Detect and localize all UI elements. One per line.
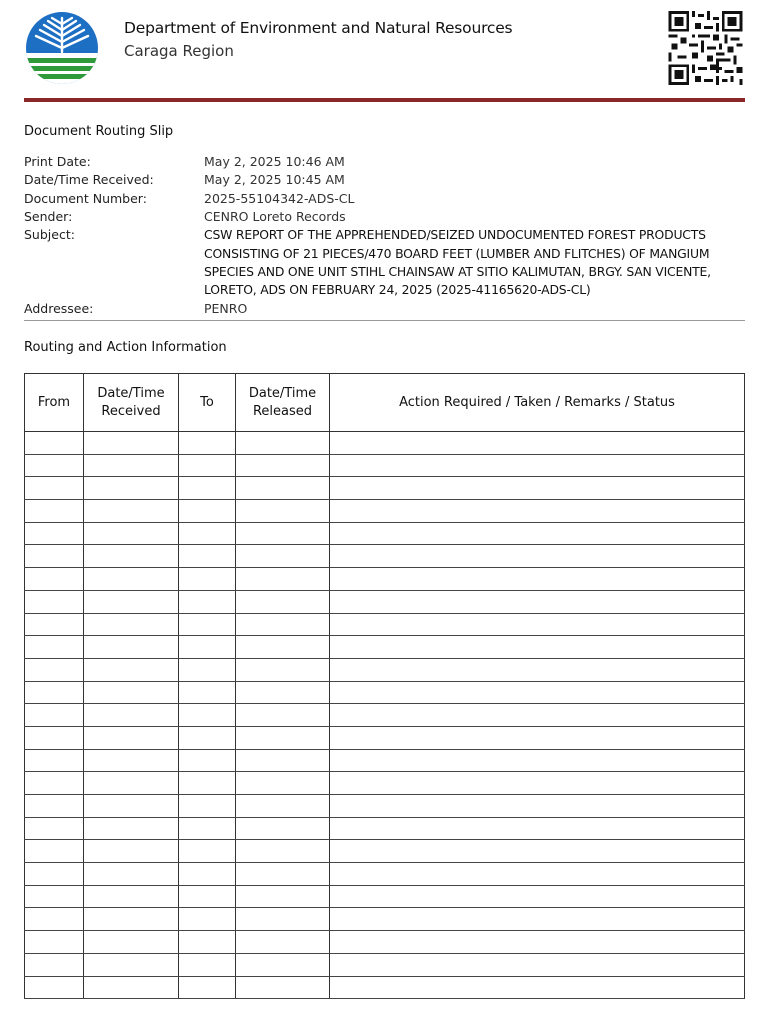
table-cell [84,885,179,908]
addressee-label: Addressee: [24,300,94,316]
table-row [25,658,745,681]
table-cell [330,817,745,840]
table-cell [330,749,745,772]
table-cell [236,522,330,545]
org-name: Department of Environment and Natural Resources [124,19,513,37]
table-row [25,953,745,976]
table-cell [179,749,236,772]
print-date-row [24,153,745,171]
table-row [25,545,745,568]
table-cell [25,522,84,545]
table-row [25,477,745,500]
table-cell [179,772,236,795]
sender-label: Sender: [24,208,73,224]
slip-title: Document Routing Slip [24,124,174,139]
table-cell [84,749,179,772]
table-cell [236,840,330,863]
table-row [25,885,745,908]
table-cell [179,817,236,840]
table-cell [84,772,179,795]
table-cell [330,613,745,636]
table-row [25,817,745,840]
table-row [25,454,745,477]
table-cell [330,636,745,659]
table-cell [84,931,179,954]
table-cell [25,726,84,749]
table-cell [236,636,330,659]
table-cell [179,795,236,818]
addressee-row [24,300,745,318]
table-cell [25,454,84,477]
date-received-row [24,171,745,189]
table-row [25,772,745,795]
table-cell [25,432,84,455]
table-row [25,613,745,636]
org-region: Caraga Region [124,42,234,60]
table-cell [25,840,84,863]
table-cell [330,454,745,477]
table-cell [179,681,236,704]
header-divider [24,98,745,102]
table-cell [179,477,236,500]
col-action: Action Required / Taken / Remarks / Status [330,374,745,432]
routing-title: Routing and Action Information [24,340,227,355]
col-from: From [25,374,84,432]
table-cell [236,658,330,681]
table-cell [25,976,84,999]
table-row [25,522,745,545]
table-cell [84,681,179,704]
table-row [25,568,745,591]
table-cell [236,568,330,591]
col-to: To [179,374,236,432]
sender-value: CENRO Loreto Records [204,208,346,224]
table-row [25,681,745,704]
table-cell [330,772,745,795]
table-cell [330,681,745,704]
table-cell [179,454,236,477]
table-cell [330,522,745,545]
table-row [25,726,745,749]
table-cell [179,500,236,523]
table-cell [25,590,84,613]
table-row [25,500,745,523]
table-cell [330,840,745,863]
table-cell [25,658,84,681]
table-cell [330,953,745,976]
table-cell [179,885,236,908]
routing-rows [25,432,745,999]
table-cell [179,636,236,659]
table-cell [330,908,745,931]
table-cell [236,795,330,818]
table-cell [84,976,179,999]
table-cell [84,613,179,636]
table-cell [25,636,84,659]
table-cell [236,726,330,749]
table-cell [84,863,179,886]
table-cell [25,772,84,795]
table-row [25,432,745,455]
table-cell [330,885,745,908]
table-cell [84,545,179,568]
table-cell [25,817,84,840]
table-cell [236,500,330,523]
table-cell [330,976,745,999]
table-cell [179,704,236,727]
table-cell [84,908,179,931]
table-cell [330,931,745,954]
table-cell [330,726,745,749]
table-cell [84,432,179,455]
table-cell [236,545,330,568]
table-cell [179,658,236,681]
table-row [25,704,745,727]
routing-table [24,373,745,999]
table-cell [236,590,330,613]
table-cell [84,568,179,591]
table-cell [84,454,179,477]
table-cell [84,590,179,613]
table-cell [25,568,84,591]
table-cell [330,795,745,818]
table-cell [236,477,330,500]
table-cell [179,522,236,545]
table-cell [179,590,236,613]
table-cell [236,817,330,840]
table-row [25,636,745,659]
table-cell [25,613,84,636]
document-number-label: Document Number: [24,190,147,206]
table-cell [330,545,745,568]
table-cell [179,908,236,931]
table-row [25,590,745,613]
table-cell [25,545,84,568]
table-cell [84,795,179,818]
table-cell [25,681,84,704]
slip-details [24,153,745,318]
col-date-received: Date/Time Received [84,374,179,432]
sender-row [24,208,745,226]
table-cell [179,840,236,863]
table-cell [330,432,745,455]
table-cell [84,817,179,840]
table-cell [84,636,179,659]
addressee-value: PENRO [204,300,248,316]
date-received-label: Date/Time Received: [24,172,154,188]
subject-label: Subject: [24,227,75,243]
table-cell [236,704,330,727]
table-cell [236,863,330,886]
table-cell [236,749,330,772]
table-cell [179,613,236,636]
subject-row [24,226,745,300]
table-cell [236,885,330,908]
table-cell [236,772,330,795]
table-cell [84,658,179,681]
table-row [25,931,745,954]
document-number-row [24,190,745,208]
table-cell [330,568,745,591]
table-cell [25,931,84,954]
table-cell [84,953,179,976]
table-row [25,840,745,863]
table-cell [179,432,236,455]
table-cell [84,522,179,545]
table-cell [179,976,236,999]
table-cell [330,477,745,500]
table-cell [179,726,236,749]
table-cell [84,500,179,523]
table-cell [84,704,179,727]
denr-logo [24,12,100,84]
table-cell [25,500,84,523]
table-cell [236,953,330,976]
col-date-released: Date/Time Released [236,374,330,432]
table-cell [236,454,330,477]
table-cell [330,863,745,886]
date-received-value: May 2, 2025 10:45 AM [204,172,345,188]
table-cell [330,500,745,523]
table-cell [330,658,745,681]
print-date-value: May 2, 2025 10:46 AM [204,154,345,169]
table-cell [179,568,236,591]
routing-header-row [25,374,745,432]
table-cell [25,863,84,886]
table-cell [25,908,84,931]
table-row [25,908,745,931]
table-row [25,795,745,818]
qr-code [667,11,744,85]
table-cell [179,863,236,886]
table-cell [236,931,330,954]
table-cell [236,432,330,455]
table-cell [236,613,330,636]
table-cell [84,726,179,749]
details-divider [24,320,745,321]
table-cell [179,545,236,568]
table-row [25,976,745,999]
table-cell [25,953,84,976]
print-date-label: Print Date: [24,154,91,169]
table-cell [236,976,330,999]
table-cell [236,681,330,704]
table-cell [84,477,179,500]
table-cell [25,477,84,500]
table-cell [330,590,745,613]
table-cell [25,749,84,772]
table-cell [236,908,330,931]
table-cell [25,885,84,908]
table-row [25,749,745,772]
table-row [25,863,745,886]
table-cell [84,840,179,863]
table-cell [179,931,236,954]
document-number-value: 2025-55104342-ADS-CL [204,190,355,206]
table-cell [25,704,84,727]
subject-value: CSW REPORT OF THE APPREHENDED/SEIZED UNDOCUMENTED FOREST PRODUCTS CONSISTING OF 21 PIECES/470 BOARD FEET (LUMBER AND FLITCHES) OF MANGIUM SPECIES AND ONE UNIT STIHL CHAINSAW AT SITIO KALIMUTAN, BRGY. SAN VICENTE, LORETO, ADS ON FEBRUARY 24, 2025 (2025-41165620-ADS-CL) [204,227,711,298]
table-cell [330,704,745,727]
table-cell [25,795,84,818]
table-cell [179,953,236,976]
